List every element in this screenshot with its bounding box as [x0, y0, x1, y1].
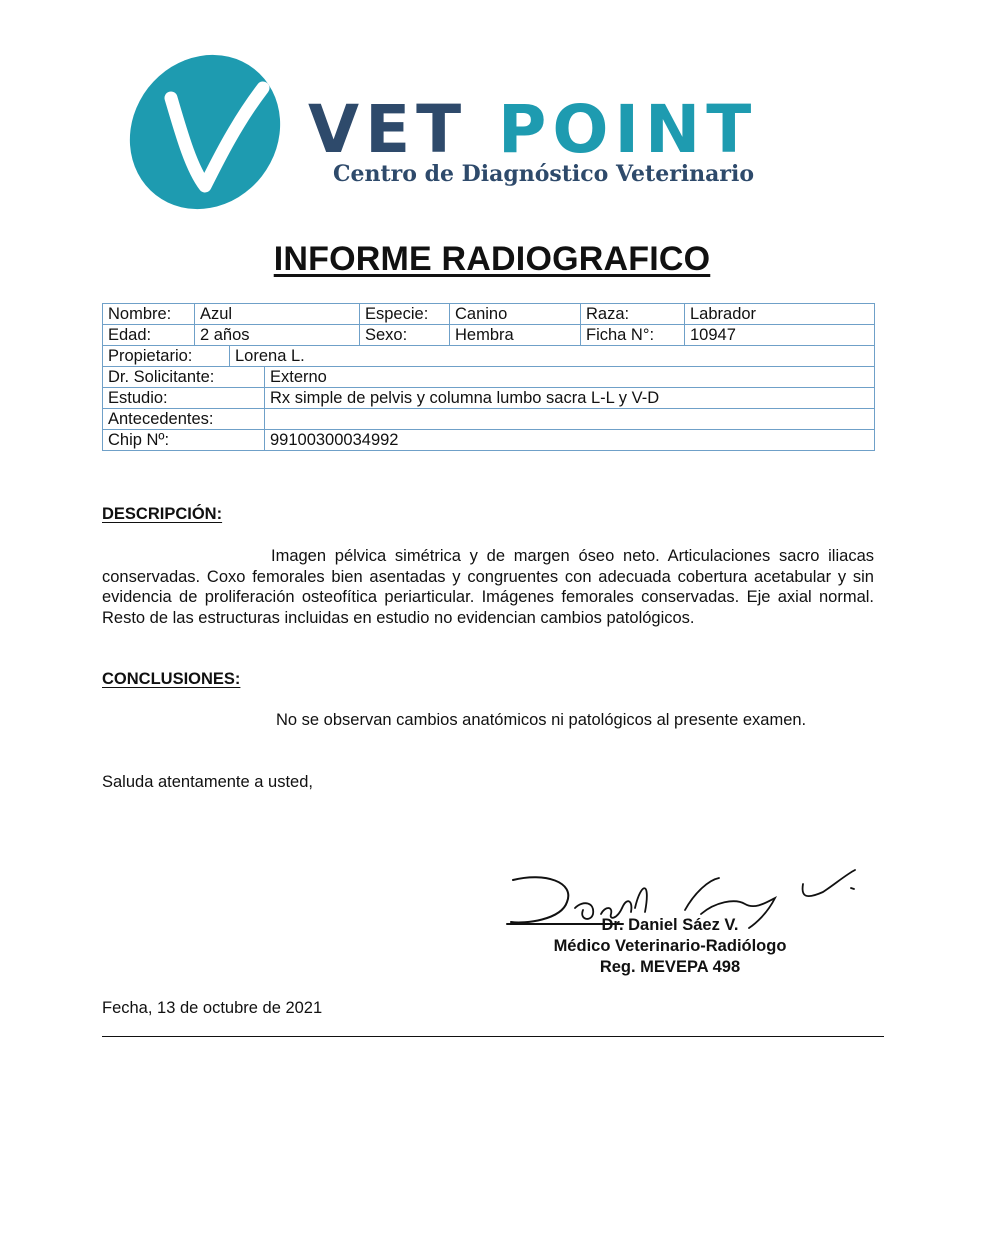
table-row	[103, 388, 875, 409]
especie-label: Especie:	[360, 304, 450, 325]
report-title: INFORME RADIOGRAFICO	[273, 240, 711, 278]
ficha-value: 10947	[685, 325, 875, 346]
signer-name: Dr. Daniel Sáez V.	[601, 916, 739, 934]
greeting-text: Saluda atentamente a usted,	[102, 773, 313, 791]
edad-label: Edad:	[103, 325, 195, 346]
brand-vet: VET	[308, 91, 468, 168]
description-block	[102, 546, 874, 628]
conclusions-heading: CONCLUSIONES:	[102, 670, 241, 688]
signer-registration: Reg. MEVEPA 498	[599, 958, 741, 976]
chip-label: Chip Nº:	[103, 430, 265, 451]
ficha-label: Ficha N°:	[581, 325, 685, 346]
description-heading: DESCRIPCIÓN:	[102, 505, 223, 523]
logo-teal-ellipse	[125, 50, 311, 215]
raza-value: Labrador	[685, 304, 875, 325]
propietario-value: Lorena L.	[230, 346, 875, 367]
solicitante-label: Dr. Solicitante:	[103, 367, 265, 388]
solicitante-value: Externo	[265, 367, 875, 388]
description-text: Imagen pélvica simétrica y de margen óseo neto. Articulaciones sacro iliacas conservadas. Coxo femorales bien asentadas y congruentes con adecuada cobertura acetabular y sin evidencia de proliferación osteofítica periarticular. Imágenes femorales conservadas. Eje axial normal. Resto de las estructuras incluidas en estudio no evidencian cambios patológicos.	[102, 547, 874, 627]
estudio-value: Rx simple de pelvis y columna lumbo sacra L-L y V-D	[265, 388, 875, 409]
table-row	[103, 367, 875, 388]
table-row	[103, 346, 875, 367]
antecedentes-label: Antecedentes:	[103, 409, 265, 430]
propietario-label: Propietario:	[103, 346, 230, 367]
table-row	[103, 430, 875, 451]
table-row	[103, 409, 875, 430]
table-row	[103, 304, 875, 325]
edad-value: 2 años	[195, 325, 360, 346]
bottom-divider	[102, 1036, 884, 1037]
nombre-value: Azul	[195, 304, 360, 325]
brand-point: POINT	[498, 91, 758, 168]
signer-role: Médico Veterinario-Radiólogo	[553, 937, 787, 955]
report-date: Fecha, 13 de octubre de 2021	[102, 999, 323, 1017]
brand-tagline: Centro de Diagnóstico Veterinario	[333, 161, 755, 187]
estudio-label: Estudio:	[103, 388, 265, 409]
table-row	[103, 325, 875, 346]
raza-label: Raza:	[581, 304, 685, 325]
chip-value: 99100300034992	[265, 430, 875, 451]
patient-info-table	[102, 303, 875, 451]
conclusions-text: No se observan cambios anatómicos ni patológicos al presente examen.	[276, 711, 807, 729]
sexo-value: Hembra	[450, 325, 581, 346]
sexo-label: Sexo:	[360, 325, 450, 346]
vet-point-logo	[125, 50, 785, 215]
antecedentes-value	[265, 409, 875, 430]
especie-value: Canino	[450, 304, 581, 325]
nombre-label: Nombre:	[103, 304, 195, 325]
